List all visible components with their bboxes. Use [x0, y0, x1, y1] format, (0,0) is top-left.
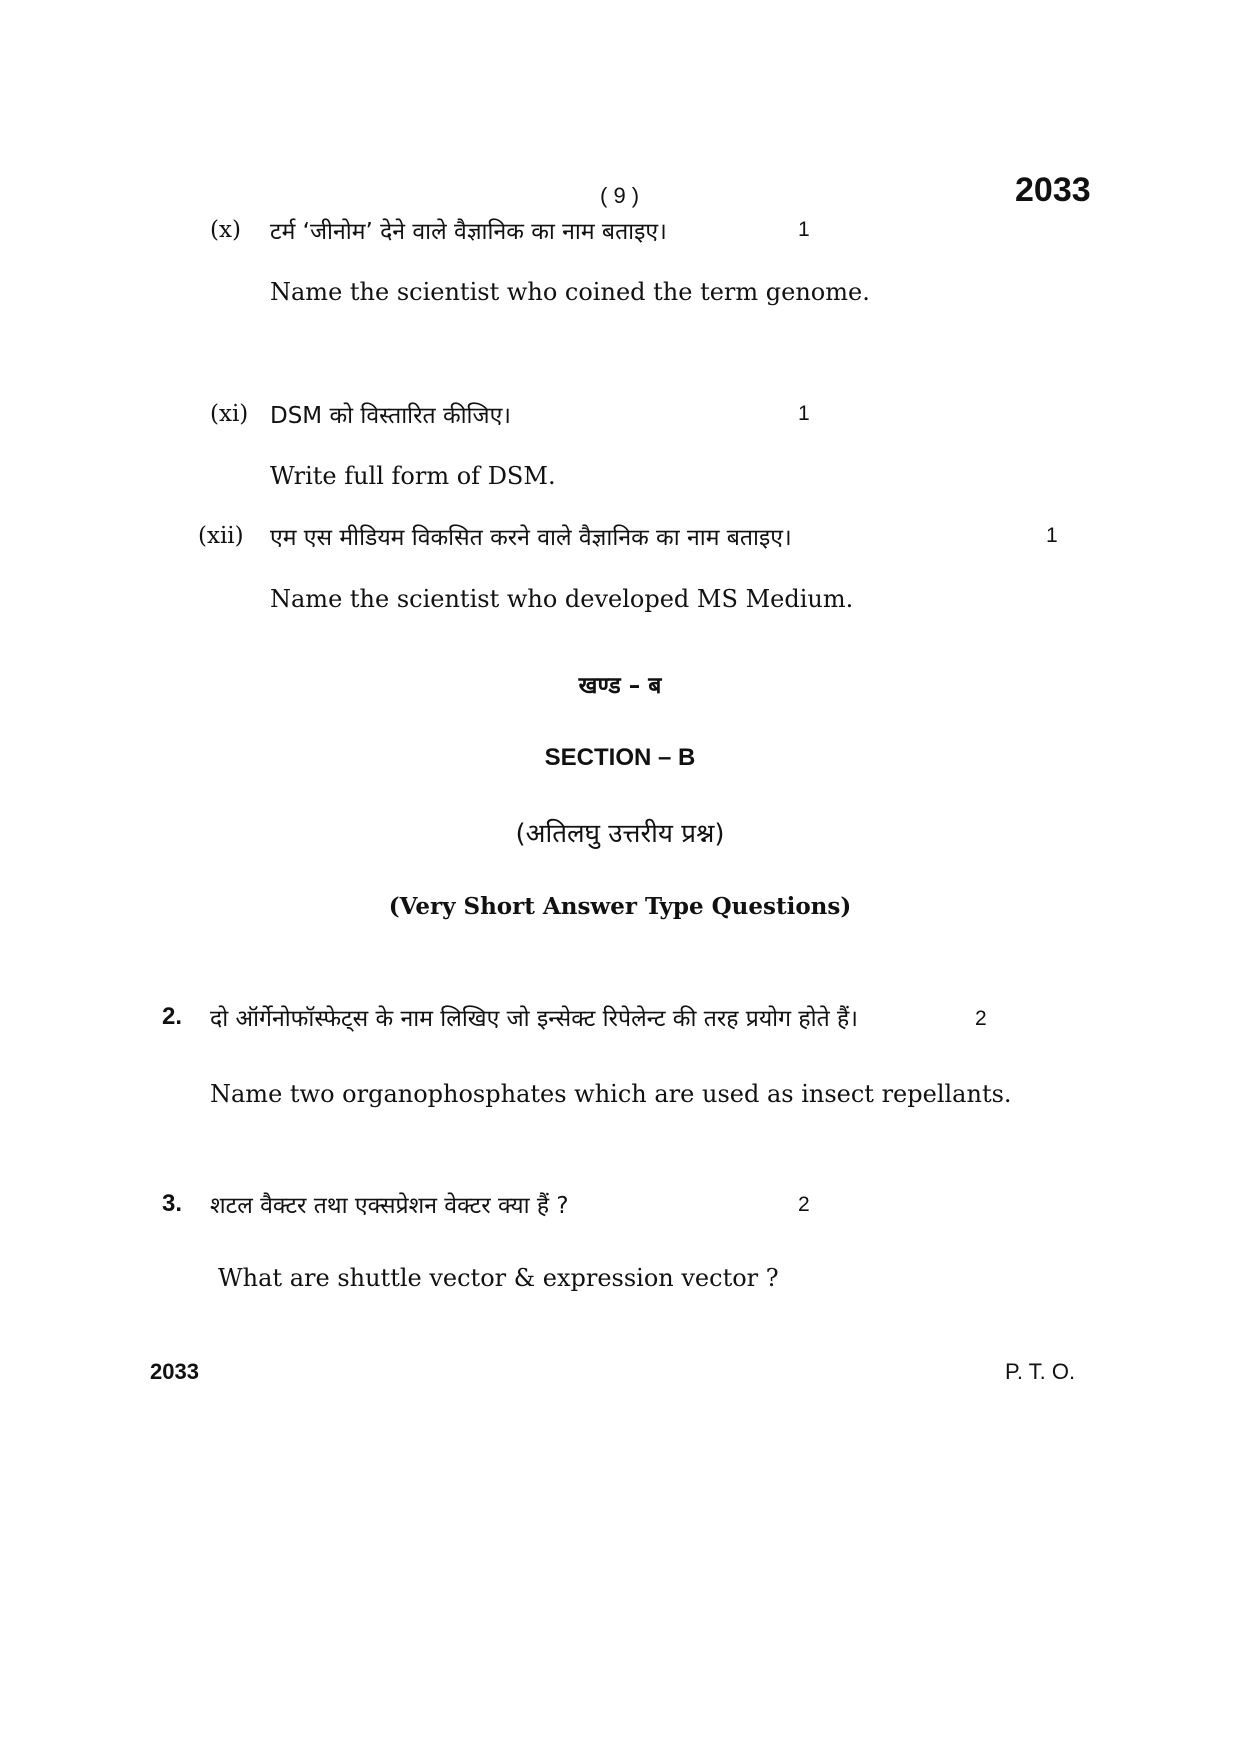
- question-english-text: Name the scientist who coined the term genome.: [270, 278, 870, 306]
- question-hindi-text: दो ऑर्गेनोफॉस्फेट्स के नाम लिखिए जो इन्सेक्ट रिपेलेन्ट की तरह प्रयोग होते हैं।: [210, 1006, 858, 1032]
- question-english-text: What are shuttle vector & expression vector ?: [218, 1264, 779, 1292]
- section-english-title: SECTION – B: [544, 744, 696, 771]
- question-number: (xii): [198, 523, 244, 549]
- page-number: ( 9 ): [600, 183, 640, 208]
- section-hindi-title: खण्ड – ब: [578, 673, 662, 699]
- question-hindi-text: DSM को विस्तारित कीजिए।: [270, 403, 512, 429]
- question-marks: 2: [975, 1007, 987, 1030]
- question-english-text: Write full form of DSM.: [270, 462, 556, 490]
- question-number: 3.: [162, 1190, 183, 1217]
- question-number: (x): [210, 217, 241, 243]
- question-hindi-text: एम एस मीडियम विकसित करने वाले वैज्ञानिक का नाम बताइए।: [270, 525, 792, 551]
- question-marks: 1: [798, 402, 810, 425]
- question-english-text: Name two organophosphates which are used as insect repellants.: [210, 1080, 1012, 1108]
- question-marks: 1: [1046, 524, 1058, 547]
- question-english-text: Name the scientist who developed MS Medium.: [270, 585, 854, 613]
- question-hindi-text: शटल वैक्टर तथा एक्सप्रेशन वेक्टर क्या हैं ?: [210, 1193, 569, 1219]
- paper-code-footer: 2033: [150, 1359, 199, 1384]
- section-hindi-subtitle: (अतिलघु उत्तरीय प्रश्न): [515, 819, 725, 849]
- question-marks: 2: [798, 1193, 810, 1216]
- question-marks: 1: [798, 218, 810, 241]
- question-number: 2.: [162, 1003, 183, 1030]
- question-hindi-text: टर्म ‘जीनोम’ देने वाले वैज्ञानिक का नाम बताइए।: [270, 219, 667, 245]
- paper-code-header: 2033: [1015, 171, 1091, 209]
- section-english-subtitle: (Very Short Answer Type Questions): [388, 893, 852, 920]
- question-number: (xi): [210, 401, 249, 427]
- pto-label: P. T. O.: [1005, 1359, 1076, 1384]
